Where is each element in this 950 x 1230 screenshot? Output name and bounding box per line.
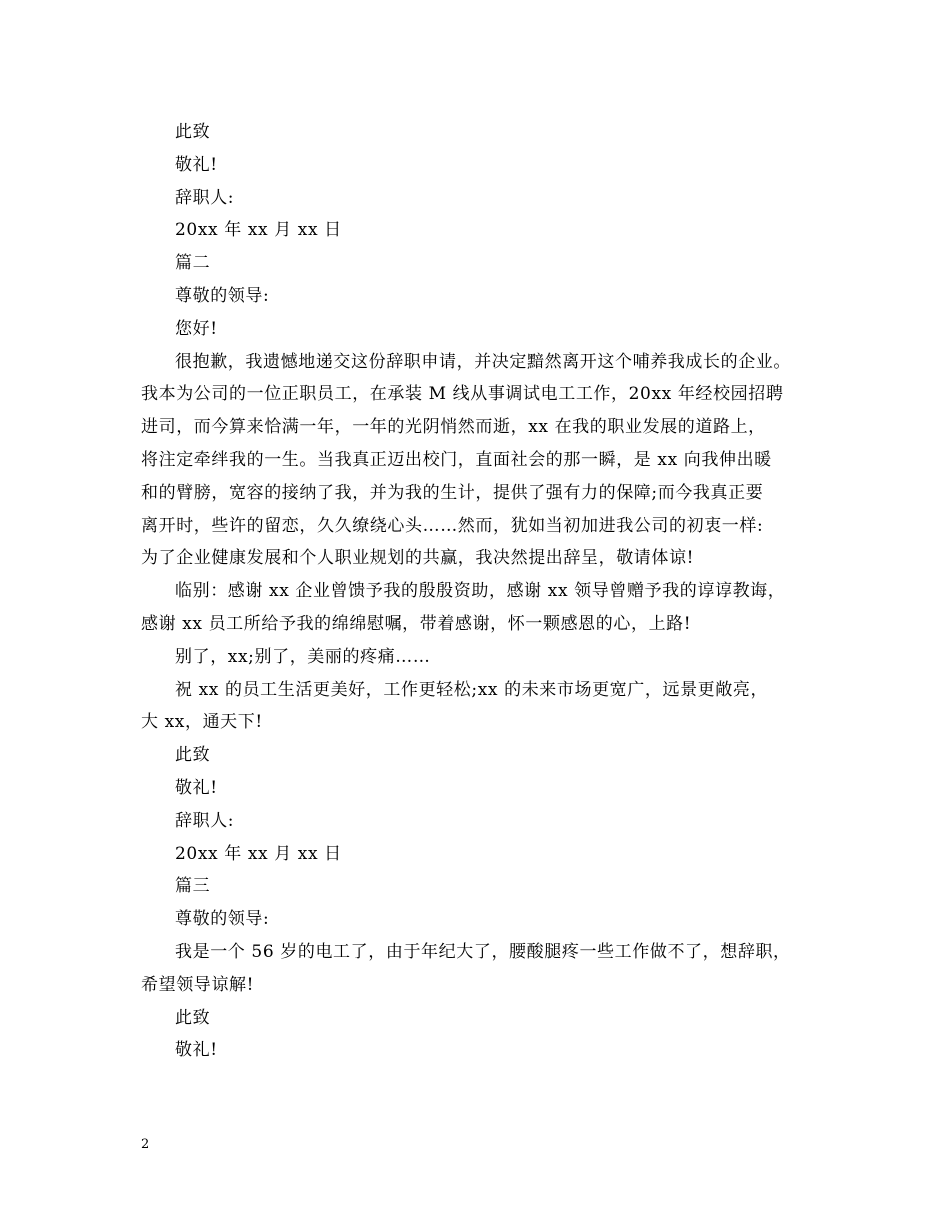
text-line: 感谢 xx 员工所给予我的绵绵慰嘱，带着感谢，怀一颗感恩的心，上路!: [141, 613, 692, 634]
text-line: 大 xx，通天下!: [141, 712, 263, 733]
text-line: 祝 xx 的员工生活更美好，工作更轻松;xx 的未来市场更宽广，远景更敞亮，: [175, 679, 769, 700]
page-number: 2: [141, 1137, 150, 1152]
text-line: 别了，xx;别了，美丽的疼痛……: [175, 646, 431, 667]
text-line: 进司，而今算来恰满一年，一年的光阴悄然而逝，xx 在我的职业发展的道路上，: [141, 417, 766, 438]
text-line: 希望领导谅解!: [141, 974, 255, 995]
text-line: 敬礼!: [175, 154, 218, 175]
text-line: 我是一个 56 岁的电工了，由于年纪大了，腰酸腿疼一些工作做不了，想辞职，: [175, 941, 791, 962]
text-line: 您好!: [175, 318, 218, 339]
text-line: 篇二: [175, 253, 211, 274]
text-line: 尊敬的领导:: [175, 285, 270, 306]
text-line: 20xx 年 xx 月 xx 日: [175, 220, 342, 241]
text-line: 为了企业健康发展和个人职业规划的共赢，我决然提出辞呈，敬请体谅!: [141, 548, 695, 569]
text-line: 辞职人:: [175, 187, 235, 208]
text-line: 将注定牵绊我的一生。当我真正迈出校门，直面社会的那一瞬，是 xx 向我伸出暖: [141, 449, 772, 470]
text-line: 尊敬的领导:: [175, 909, 270, 930]
text-line: 敬礼!: [175, 1040, 218, 1061]
text-line: 此致: [175, 1007, 211, 1028]
text-line: 20xx 年 xx 月 xx 日: [175, 843, 342, 864]
text-line: 我本为公司的一位正职员工，在承装 M 线从事调试电工工作，20xx 年经校园招聘: [141, 384, 784, 405]
text-line: 辞职人:: [175, 810, 235, 831]
text-line: 此致: [175, 745, 211, 766]
text-line: 临别：感谢 xx 企业曾馈予我的殷殷资助，感谢 xx 领导曾赠予我的谆谆教诲，: [175, 581, 786, 602]
text-line: 敬礼!: [175, 777, 218, 798]
text-line: 此致: [175, 122, 211, 142]
text-line: 离开时，些许的留恋，久久缭绕心头……然而，犹如当初加进我公司的初衷一样:: [141, 515, 764, 536]
text-line: 和的臂膀，宽容的接纳了我，并为我的生计，提供了强有力的保障;而今我真正要: [141, 482, 764, 503]
document-body: [141, 116, 821, 1067]
text-line: 很抱歉，我遗憾地递交这份辞职申请，并决定黯然离开这个哺养我成长的企业。: [175, 351, 791, 372]
text-line: 篇三: [175, 876, 211, 897]
